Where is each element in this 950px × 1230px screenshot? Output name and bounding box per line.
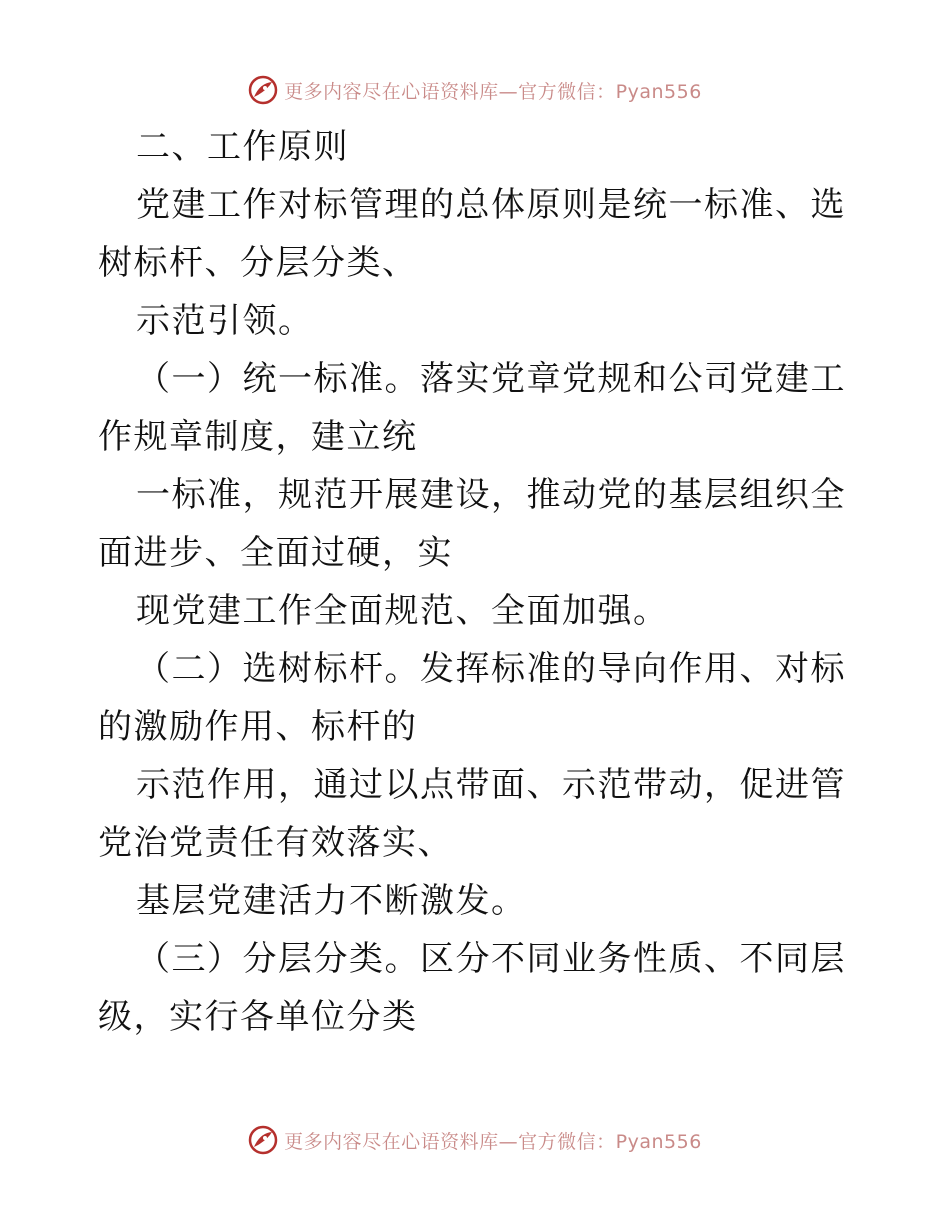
pen-nib-logo-icon [248, 1125, 278, 1155]
body-paragraph: 现党建工作全面规范、全面加强。 [136, 591, 669, 631]
body-paragraph: 党建工作对标管理的总体原则是统一标准、选树标杆、分层分类、 [98, 185, 846, 283]
document-body [98, 118, 858, 1046]
header-watermark-text: 更多内容尽在心语资料库—官方微信：Pyan556 [284, 80, 702, 103]
body-paragraph: 示范引领。 [136, 301, 314, 341]
footer-watermark-text: 更多内容尽在心语资料库—官方微信：Pyan556 [284, 1130, 702, 1153]
section-heading: 二、工作原则 [136, 127, 349, 167]
footer-watermark [0, 1120, 950, 1160]
pen-nib-logo-icon [248, 75, 278, 105]
body-paragraph: 示范作用，通过以点带面、示范带动，促进管党治党责任有效落实、 [98, 765, 846, 863]
body-paragraph: （三）分层分类。区分不同业务性质、不同层级，实行各单位分类 [98, 939, 846, 1037]
header-watermark [0, 70, 950, 110]
body-paragraph: （二）选树标杆。发挥标准的导向作用、对标的激励作用、标杆的 [98, 649, 846, 747]
body-paragraph: 基层党建活力不断激发。 [136, 881, 527, 921]
body-paragraph: 一标准，规范开展建设，推动党的基层组织全面进步、全面过硬，实 [98, 475, 846, 573]
body-paragraph: （一）统一标准。落实党章党规和公司党建工作规章制度，建立统 [98, 359, 846, 457]
